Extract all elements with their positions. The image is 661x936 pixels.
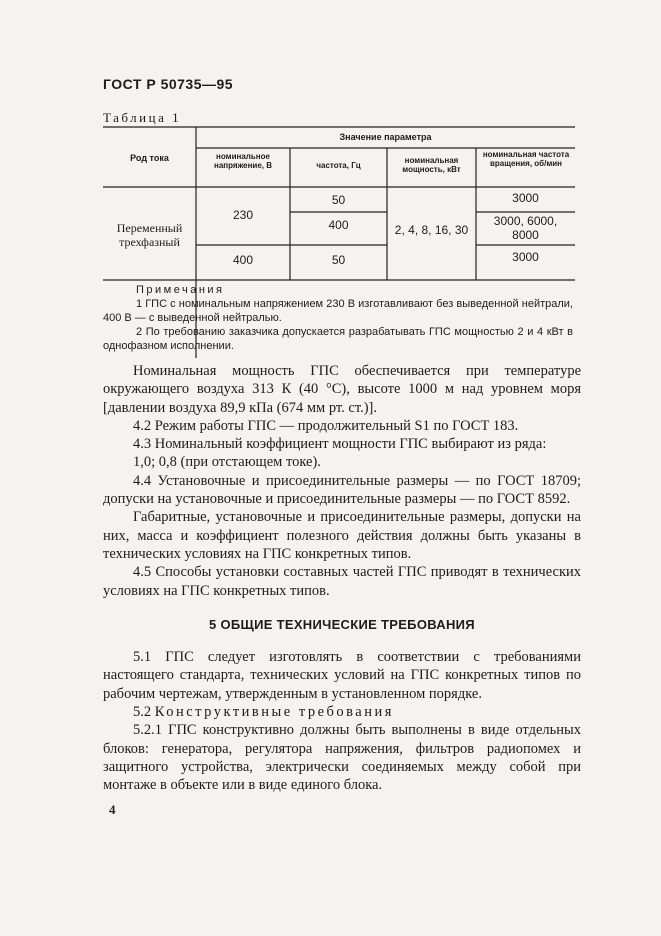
paragraph-dimensions: Габаритные, установочные и присоединительные размеры, допуски на них, масса и коэффициент полезного действия должны быть указаны в технических условиях на ГПС конкретных типов. — [103, 509, 581, 562]
notes-title: Примечания — [136, 284, 225, 296]
row-current-kind: Переменный трехфазный — [116, 221, 183, 249]
clause-title: Конструктивные требования — [154, 704, 394, 721]
col-header-frequency: частота, Гц — [316, 161, 361, 170]
document-body — [103, 362, 581, 795]
cell-speed-3000-c: 3000 — [512, 250, 539, 264]
paragraph-5-2 — [103, 703, 581, 721]
clause-number: 5.2 — [133, 704, 152, 721]
document-header: ГОСТ Р 50735—95 — [103, 76, 234, 92]
col-header-power: номинальная мощность, кВт — [402, 156, 461, 175]
section-heading: 5 ОБЩИЕ ТЕХНИЧЕСКИЕ ТРЕБОВАНИЯ — [209, 616, 475, 632]
paragraph-4-2: 4.2 Режим работы ГПС — продолжительный S1 по ГОСТ 183. — [133, 417, 519, 434]
page-number: 4 — [109, 802, 116, 817]
paragraph-4-3: 4.3 Номинальный коэффициент мощности ГПС выбирают из ряда: — [133, 436, 547, 453]
col-header-group: Значение параметра — [339, 132, 432, 142]
cell-power-values: 2, 4, 8, 16, 30 — [394, 223, 469, 237]
cell-speed-3000: 3000 — [512, 191, 539, 205]
cell-speed-3000-6000-8000: 3000, 6000, 8000 — [493, 214, 558, 242]
paragraph-4-5: 4.5 Способы установки составных частей ГПС приводят в технических условиях на ГПС конкретных типов. — [103, 564, 581, 599]
cell-frequency-50-b: 50 — [331, 253, 346, 267]
cell-voltage-230: 230 — [232, 208, 254, 222]
col-header-kind: Род тока — [130, 153, 169, 163]
note-2: 2 По требованию заказчика допускается разрабатывать ГПС мощностью 2 и 4 кВт в однофазном исполнении. — [103, 326, 573, 352]
note-1: 1 ГПС с номинальным напряжением 230 В изготавливают без выведенной нейтрали, 400 В — с выведенной нейтралью. — [103, 298, 573, 324]
table-notes — [103, 283, 573, 353]
table-caption: Таблица 1 — [103, 110, 182, 125]
cell-frequency-50: 50 — [331, 193, 346, 207]
cell-frequency-400: 400 — [328, 218, 349, 232]
paragraph-power-factor-values: 1,0; 0,8 (при отстающем токе). — [133, 454, 321, 471]
cell-voltage-400: 400 — [232, 253, 254, 267]
col-header-speed: номинальная частота вращения, об/мин — [482, 150, 570, 169]
col-header-voltage: номинальное напряжение, В — [214, 152, 272, 171]
paragraph-4-4: 4.4 Установочные и присоединительные размеры — по ГОСТ 18709; допуски на установочные и присоединительные размеры — по ГОСТ 8592. — [103, 472, 581, 508]
paragraph-5-2-1: 5.2.1 ГПС конструктивно должны быть выполнены в виде отдельных блоков: генератора, регулятора напряжения, фильтров радиопомех и защитного устройства, электрически соединяемых между собой при монтаже в объекте или в виде единого блока. — [103, 722, 581, 794]
paragraph-rated-power: Номинальная мощность ГПС обеспечивается при температуре окружающего воздуха 313 К (40 °С), высоте 1000 м над уровнем моря [давлении воздуха 89,9 кПа (674 мм рт. ст.)]. — [103, 363, 581, 416]
paragraph-5-1: 5.1 ГПС следует изготовлять в соответствии с требованиями настоящего стандарта, технических условий на ГПС конкретных типов по рабочим чертежам, утвержденным в установленном порядке. — [103, 649, 581, 702]
